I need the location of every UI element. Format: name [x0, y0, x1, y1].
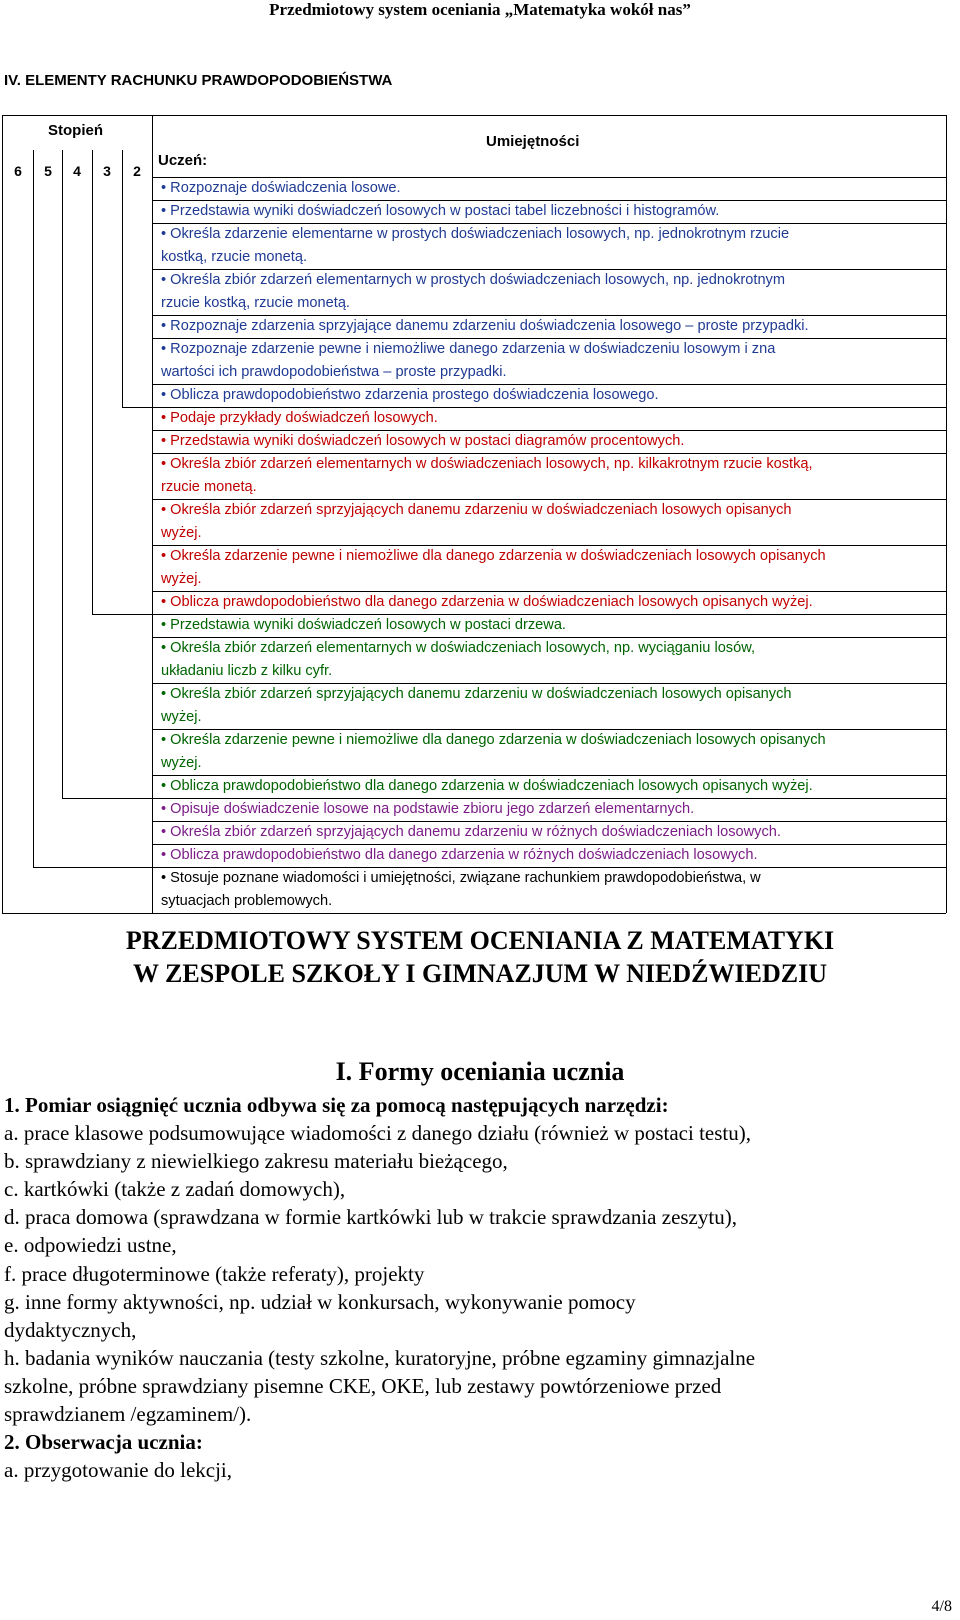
skill-row [160, 499, 946, 545]
skill-text-line: sytuacjach problemowych. [161, 893, 333, 909]
main-title-line-2: W ZESPOLE SZKOŁY I GIMNAZJUM W NIEDŹWIEDZIU [133, 959, 827, 988]
grade-5-header: 5 [44, 163, 52, 179]
skill-row [160, 591, 946, 614]
page-number: 4/8 [931, 1598, 952, 1615]
section-1-item: d. praca domowa (sprawdzana w formie kartkówki lub w trakcie sprawdzania zeszytu), [4, 1205, 737, 1230]
skill-text-line: • Określa zbiór zdarzeń elementarnych w doświadczeniach losowych, np. kilkakrotnym rzucie kostką, [161, 456, 813, 472]
header-divider [152, 177, 946, 178]
table-right-border [946, 115, 947, 913]
grade-column-line [92, 150, 93, 614]
skill-text-line: wyżej. [161, 571, 202, 587]
section-1-item: b. sprawdziany z niewielkiego zakresu materiału bieżącego, [4, 1149, 508, 1174]
skill-text-line: • Określa zbiór zdarzeń sprzyjających danemu zdarzeniu w doświadczeniach losowych opisanych [161, 502, 792, 518]
grade-column-line [122, 150, 123, 407]
section-2-heading: 2. Obserwacja ucznia: [4, 1430, 203, 1454]
section-1-item: h. badania wyników nauczania (testy szkolne, kuratoryjne, próbne egzaminy gimnazjalne [4, 1345, 756, 1370]
skill-text-line: wyżej. [161, 709, 202, 725]
grade-2-header: 2 [133, 163, 141, 179]
grade-3-header: 3 [103, 163, 111, 179]
skill-row [160, 453, 946, 499]
skill-row [160, 269, 946, 315]
table-left-border [2, 115, 3, 913]
skill-row [160, 775, 946, 798]
umiejetnosci-header: Umiejętności [486, 133, 580, 150]
grade-content-divider [152, 115, 153, 913]
section-2-item: a. przygotowanie do lekcji, [4, 1458, 233, 1482]
skill-row [160, 545, 946, 591]
uczen-label: Uczeń: [158, 152, 208, 169]
skill-row [160, 729, 946, 775]
section-1-item: e. odpowiedzi ustne, [4, 1233, 177, 1258]
grade-step-line [62, 798, 152, 799]
grade-4-header: 4 [73, 163, 81, 179]
skill-row [160, 338, 946, 384]
skill-row [160, 798, 946, 821]
skill-text-line: • Stosuje poznane wiadomości i umiejętności, związane rachunkiem prawdopodobieństwa, w [161, 870, 761, 886]
skill-row [160, 407, 946, 430]
grade-column-line [62, 150, 63, 798]
skill-row [160, 821, 946, 844]
grade-step-line [33, 867, 152, 868]
skill-row [160, 637, 946, 683]
skill-row [160, 384, 946, 407]
skill-text-line: • Określa zbiór zdarzeń sprzyjających danemu zdarzeniu w różnych doświadczeniach losowych. [161, 824, 781, 840]
section-1-item: g. inne formy aktywności, np. udział w konkursach, wykonywanie pomocy [4, 1289, 636, 1314]
section-1-item: szkolne, próbne sprawdziany pisemne CKE, OKE, lub zestawy powtórzeniowe przed [4, 1373, 722, 1398]
skill-text-line: • Rozpoznaje doświadczenia losowe. [161, 180, 401, 196]
skill-row [160, 683, 946, 729]
skill-row [160, 177, 946, 200]
skill-text-line: • Określa zbiór zdarzeń elementarnych w doświadczeniach losowych, np. wyciąganiu losów, [161, 640, 756, 656]
section-1-item: a. prace klasowe podsumowujące wiadomości z danego działu (również w postaci testu), [4, 1121, 751, 1145]
skill-text-line: • Określa zbiór zdarzeń elementarnych w prostych doświadczeniach losowych, np. jednokrotnym [161, 272, 786, 288]
skill-text-line: • Podaje przykłady doświadczeń losowych. [161, 410, 438, 426]
skill-text-line: wyżej. [161, 525, 202, 541]
skill-row [160, 430, 946, 453]
skill-text-line: • Określa zdarzenie elementarne w prostych doświadczeniach losowych, np. jednokrotnym rzucie [161, 226, 790, 242]
section-1-heading: 1. Pomiar osiągnięć ucznia odbywa się za pomocą następujących narzędzi: [4, 1093, 669, 1117]
skill-text-line: wyżej. [161, 755, 202, 771]
grade-column-line [33, 150, 34, 867]
grade-step-line [122, 407, 152, 408]
section-1-item: sprawdzianem /egzaminem/). [4, 1402, 252, 1426]
skill-row [160, 614, 946, 637]
skill-text-line: • Przedstawia wyniki doświadczeń losowych w postaci tabel liczebności i histogramów. [161, 203, 720, 219]
skill-text-line: rzucie monetą. [161, 479, 257, 495]
table-bottom-border [2, 913, 946, 914]
skill-row [160, 315, 946, 338]
section-title: IV. ELEMENTY RACHUNKU PRAWDOPODOBIEŃSTWA [4, 72, 393, 89]
skill-text-line: • Określa zdarzenie pewne i niemożliwe dla danego zdarzenia w doświadczeniach losowych opisanych [161, 548, 826, 564]
section-1-item: dydaktycznych, [4, 1317, 137, 1342]
grade-step-line [92, 614, 152, 615]
table-top-border [2, 115, 946, 116]
skill-text-line: rzucie kostką, rzucie monetą. [161, 295, 350, 311]
section-1-item: f. prace długoterminowe (także referaty), projekty [4, 1261, 425, 1286]
skill-text-line: • Oblicza prawdopodobieństwo zdarzenia prostego doświadczenia losowego. [161, 387, 659, 403]
skill-text-line: • Przedstawia wyniki doświadczeń losowych w postaci drzewa. [161, 617, 566, 633]
section-1-item: c. kartkówki (także z zadań domowych), [4, 1177, 346, 1202]
skill-row [160, 200, 946, 223]
skill-row [160, 867, 946, 913]
skill-text-line: • Opisuje doświadczenie losowe na podstawie zbioru jego zdarzeń elementarnych. [161, 801, 695, 817]
skill-text-line: • Przedstawia wyniki doświadczeń losowych w postaci diagramów procentowych. [161, 433, 685, 449]
skill-text-line: • Oblicza prawdopodobieństwo dla danego zdarzenia w doświadczeniach losowych opisanych wyżej. [161, 778, 813, 794]
stopien-header: Stopień [48, 122, 103, 139]
skill-row [160, 844, 946, 867]
skill-text-line: • Określa zbiór zdarzeń sprzyjających danemu zdarzeniu w doświadczeniach losowych opisanych [161, 686, 792, 702]
running-header: Przedmiotowy system oceniania „Matematyka wokół nas” [269, 0, 691, 19]
skill-text-line: • Rozpoznaje zdarzenia sprzyjające danemu zdarzeniu doświadczenia losowego – proste przypadki. [161, 318, 809, 334]
skill-text-line: • Oblicza prawdopodobieństwo dla danego zdarzenia w różnych doświadczeniach losowych. [161, 847, 758, 863]
skill-text-line: wartości ich prawdopodobieństwa – proste przypadki. [161, 364, 507, 380]
skill-text-line: • Oblicza prawdopodobieństwo dla danego zdarzenia w doświadczeniach losowych opisanych wyżej. [161, 594, 813, 610]
grade-6-header: 6 [14, 163, 22, 179]
skill-text-line: • Określa zdarzenie pewne i niemożliwe dla danego zdarzenia w doświadczeniach losowych opisanych [161, 732, 826, 748]
forms-title: I. Formy oceniania ucznia [335, 1057, 625, 1086]
skill-text-line: kostką, rzucie monetą. [161, 249, 308, 265]
skill-text-line: układaniu liczb z kilku cyfr. [161, 663, 333, 679]
skill-row [160, 223, 946, 269]
main-title-line-1: PRZEDMIOTOWY SYSTEM OCENIANIA Z MATEMATYKI [125, 926, 835, 955]
skill-text-line: • Rozpoznaje zdarzenie pewne i niemożliwe danego zdarzenia w doświadczeniu losowym i zna [161, 341, 776, 357]
